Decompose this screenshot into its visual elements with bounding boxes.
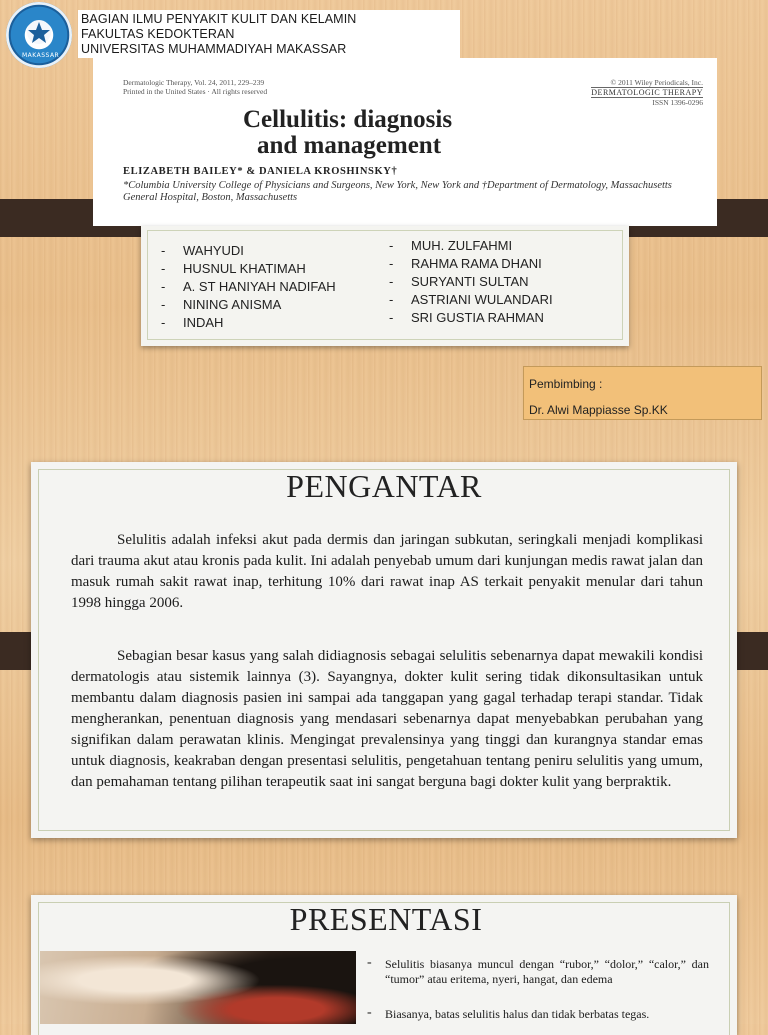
header-line-1: BAGIAN ILMU PENYAKIT KULIT DAN KELAMIN [81, 12, 357, 26]
presentasi-bullet-1-text: Selulitis biasanya muncul dengan “rubor,” “dolor,” “calor,” dan “tumor” atau eritema, nyeri, hangat, dan edema [385, 957, 709, 986]
member-name: A. ST HANIYAH NADIFAH [183, 279, 336, 294]
paper-affiliation: *Columbia University College of Physicians and Surgeons, New York, New York and †Department of Dermatology, Massachusetts General Hospital, Boston, Massachusetts [123, 180, 672, 203]
member-dash: - [389, 292, 394, 307]
member-name: HUSNUL KHATIMAH [183, 261, 306, 276]
supervisor-name: Dr. Alwi Mappiasse Sp.KK [529, 403, 668, 417]
team-members-card [141, 226, 629, 346]
bullet-dash: - [367, 1005, 372, 1020]
paper-copyright: © 2011 Wiley Periodicals, Inc. [610, 78, 703, 87]
slide-presentasi-title: PRESENTASI [289, 901, 483, 937]
member-name: MUH. ZULFAHMI [411, 238, 513, 253]
member-dash: - [389, 274, 394, 289]
member-name: INDAH [183, 315, 224, 330]
paper-meta-right [591, 78, 703, 107]
slide-pengantar [31, 462, 737, 838]
header-line-3: UNIVERSITAS MUHAMMADIYAH MAKASSAR [81, 42, 347, 56]
paper-meta-left [123, 78, 267, 96]
member-name: RAHMA RAMA DHANI [411, 256, 542, 271]
paper-title-page [93, 58, 717, 226]
slide-pengantar-title: PENGANTAR [286, 468, 482, 504]
paper-authors: ELIZABETH BAILEY* & DANIELA KROSHINSKY† [123, 166, 398, 177]
member-dash: - [161, 279, 166, 294]
faculty-header [78, 10, 460, 58]
member-name: SURYANTI SULTAN [411, 274, 529, 289]
presentasi-bullet-2 [367, 1005, 709, 1022]
member-name: NINING ANISMA [183, 297, 282, 312]
paper-title-line-2: and management [257, 132, 442, 159]
paper-title [243, 107, 452, 159]
cellulitis-clinical-photo [40, 951, 356, 1024]
pengantar-paragraph-1: Selulitis adalah infeksi akut pada dermis dan jaringan subkutan, seringkali menjadi komplikasi dari trauma akut atau kronis pada kulit. Ini adalah penyebab umum dari kunjungan medis rawat jalan dan masuk rumah sakit rawat inap, terhitung 10% dari rawat inap AS terkait penyakit menular dari tahun 1998 hingga 2006. [71, 532, 703, 611]
member-name: SRI GUSTIA RAHMAN [411, 310, 544, 325]
member-dash: - [161, 243, 166, 258]
member-dash: - [389, 256, 394, 271]
member-dash: - [161, 297, 166, 312]
supervisor-box [523, 366, 762, 420]
logo-text: MAKASSAR [22, 52, 60, 59]
journal-issn: ISSN 1396-0296 [652, 98, 703, 107]
header-line-2: FAKULTAS KEDOKTERAN [81, 27, 235, 41]
journal-name: DERMATOLOGIC THERAPY [591, 88, 703, 97]
presentasi-bullet-2-text: Biasanya, batas selulitis halus dan tidak berbatas tegas. [385, 1007, 650, 1021]
paper-title-line-1: Cellulitis: diagnosis [243, 106, 453, 133]
paper-meta-left-2: Printed in the United States · All rights reserved [123, 87, 268, 96]
member-dash: - [161, 315, 166, 330]
member-dash: - [389, 310, 394, 325]
member-dash: - [389, 238, 394, 253]
pengantar-paragraph-2: Sebagian besar kasus yang salah didiagnosis sebagai selulitis sebenarnya dapat mewakili kondisi dermatologis atau sistemik lainnya (3). Sayangnya, dokter kulit sering tidak dikonsultasikan untuk membantu dalam diagnosis pasien ini sampai ada tanggapan yang gagal terhadap terapi standar. Tidak mengherankan, penentuan diagnosis yang mendasari sebenarnya dapat menyebabkan perubahan yang signifikan dalam perawatan klinis. Mengingat prevalensinya yang tinggi dan kurangnya standar emas untuk diagnosis, keakraban dengan presentasi selulitis, pengetahuan tentang peniru selulitis yang umum, dan pemahaman tentang pilihan terapeutik saat ini sangat berguna bagi dokter kulit yang berpraktik. [71, 648, 703, 790]
university-logo [6, 2, 72, 68]
paper-meta-left-1: Dermatologic Therapy, Vol. 24, 2011, 229–239 [123, 78, 265, 87]
member-name: WAHYUDI [183, 243, 244, 258]
bullet-dash: - [367, 955, 372, 970]
member-dash: - [161, 261, 166, 276]
member-name: ASTRIANI WULANDARI [411, 292, 553, 307]
presentasi-bullet-1 [367, 955, 709, 987]
supervisor-label: Pembimbing : [529, 377, 603, 391]
